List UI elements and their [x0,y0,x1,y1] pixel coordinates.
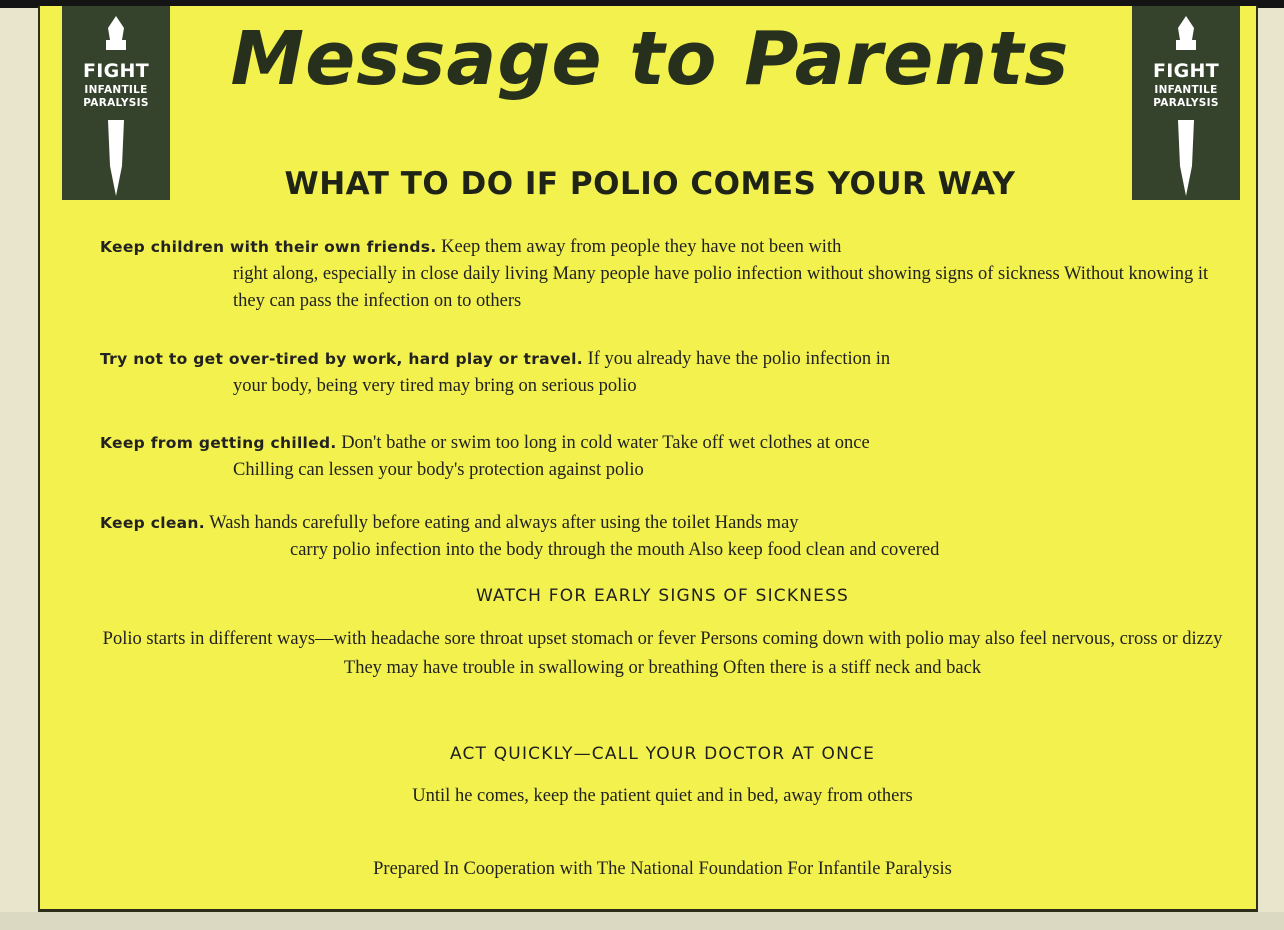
badge-text-infantile: INFANTILE [84,84,148,96]
badge-text-fight: FIGHT [1152,60,1219,82]
badge-text-fight: FIGHT [82,60,149,82]
badge-text-paralysis: PARALYSIS [83,97,149,109]
advice-lead: Try not to get over-tired by work, hard play or travel. [100,350,583,368]
act-text: Until he comes, keep the patient quiet and in bed, away from others [412,786,913,806]
advice-item-chilled [100,430,1225,484]
advice-first-line: Keep them away from people they have not been with [441,237,842,257]
advice-rest: Chilling can lessen your body's protection against polio [233,460,644,480]
advice-first-line: Wash hands carefully before eating and always after using the toilet Hands may [209,513,799,533]
advice-lead: Keep from getting chilled. [100,434,337,452]
advice-item-friends [100,234,1225,315]
advice-first-line: Don't bathe or swim too long in cold water Take off wet clothes at once [341,433,870,453]
torch-badge-right [1132,6,1240,200]
badge-text-paralysis: PARALYSIS [1153,97,1219,109]
advice-item-clean [100,510,1225,564]
advice-item-overtired [100,346,1225,400]
badge-text-infantile: INFANTILE [1154,84,1218,96]
page-margin-bottom [0,912,1284,930]
torch-badge-left [62,6,170,200]
advice-first-line: If you already have the polio infection in [587,349,891,369]
footer-credit: Prepared In Cooperation with The National Foundation For Infantile Paralysis [373,859,952,879]
act-heading: ACT QUICKLY—CALL YOUR DOCTOR AT ONCE [449,744,876,764]
signs-text: Polio starts in different ways—with headache sore throat upset stomach or fever Persons coming down with polio may also feel nervous, cross or dizzy They may have trouble in swallowing or breathing Often there is a stiff neck and back [102,629,1223,678]
poster [38,6,1258,912]
signs-heading: WATCH FOR EARLY SIGNS OF SICKNESS [475,586,850,606]
advice-rest: right along, especially in close daily living Many people have polio infection without showing signs of sickness Without knowing it they can pass the infection on to others [233,264,1209,311]
page-title: Message to Parents [230,16,1070,102]
advice-rest: carry polio infection into the body through the mouth Also keep food clean and covered [290,540,940,560]
advice-lead: Keep clean. [100,514,205,532]
advice-lead: Keep children with their own friends. [100,238,437,256]
page-subtitle: WHAT TO DO IF POLIO COMES YOUR WAY [284,166,1016,202]
advice-rest: your body, being very tired may bring on serious polio [233,376,637,396]
